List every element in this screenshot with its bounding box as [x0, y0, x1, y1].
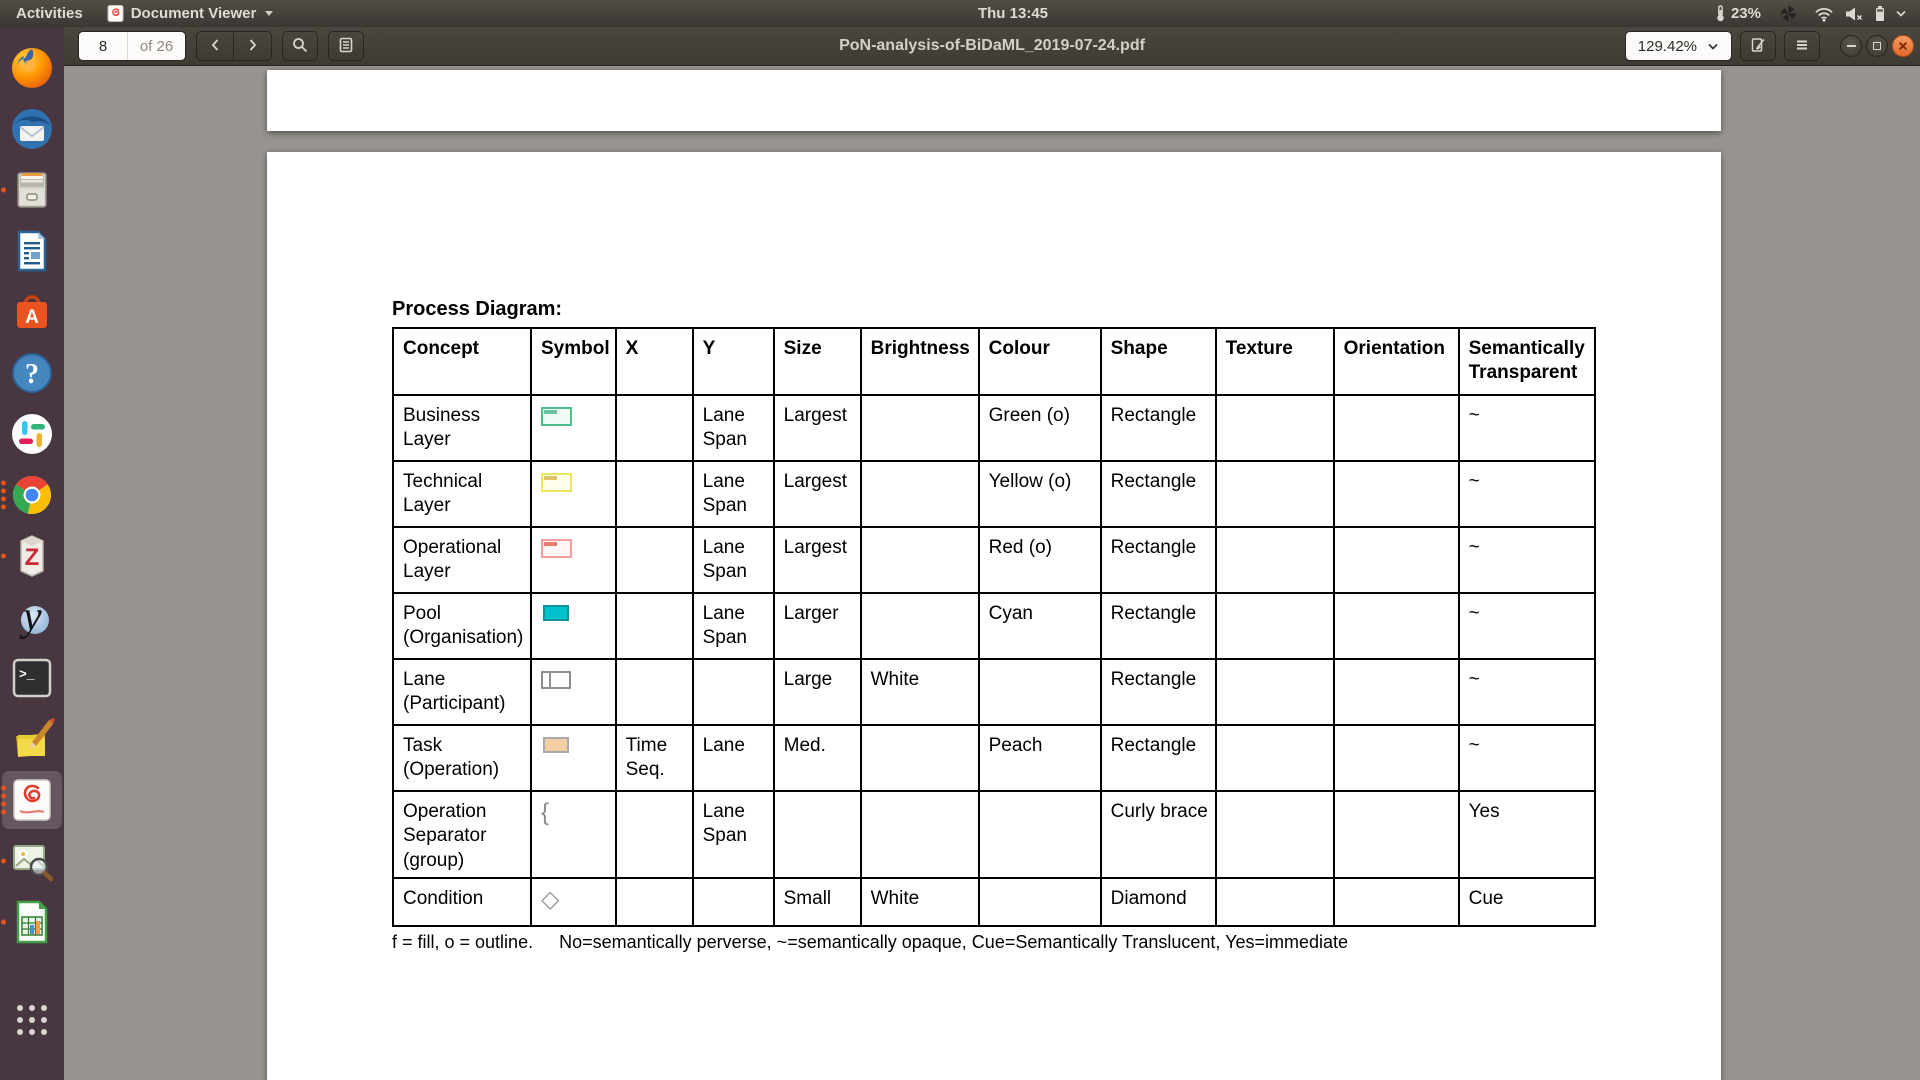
cell-shape: Rectangle — [1101, 461, 1216, 527]
page-number-input[interactable] — [79, 32, 127, 60]
cell-symbol — [531, 593, 616, 659]
cell-concept: Business Layer — [393, 395, 531, 461]
ubuntu-software-icon — [8, 288, 56, 336]
table-row — [393, 659, 1595, 725]
terminal-icon — [8, 654, 56, 702]
cell-brightness — [861, 395, 979, 461]
section-heading: Process Diagram: — [392, 298, 563, 320]
cell-orientation — [1334, 791, 1459, 878]
firefox-icon — [8, 44, 56, 92]
thermometer-icon — [1715, 5, 1726, 22]
cell-orientation — [1334, 527, 1459, 593]
cell-semantically_transparent: ~ — [1459, 461, 1595, 527]
page-number-widget — [78, 31, 186, 61]
document-viewer-icon — [8, 776, 56, 824]
cell-brightness — [861, 791, 979, 878]
cell-brightness: White — [861, 659, 979, 725]
cell-shape: Rectangle — [1101, 725, 1216, 791]
system-status-area[interactable] — [1715, 0, 1906, 27]
maximize-button[interactable] — [1866, 35, 1888, 57]
menu-button[interactable] — [1784, 31, 1820, 61]
cell-brightness — [861, 593, 979, 659]
chevron-down-icon — [1896, 10, 1906, 17]
close-icon — [1898, 41, 1908, 51]
cell-concept: Technical Layer — [393, 461, 531, 527]
cell-semantically_transparent: Cue — [1459, 878, 1595, 926]
cell-semantically_transparent: ~ — [1459, 527, 1595, 593]
symbol-swatch — [541, 539, 572, 558]
zotero-icon — [8, 532, 56, 580]
footnote-key: f = fill, o = outline. — [392, 932, 534, 952]
evince-header-bar — [64, 27, 1920, 66]
cell-y: Lane Span — [693, 527, 774, 593]
search-button[interactable] — [282, 31, 318, 61]
annotation-icon — [1750, 37, 1766, 56]
cell-shape: Diamond — [1101, 878, 1216, 926]
cell-concept: Operational Layer — [393, 527, 531, 593]
symbol-swatch — [541, 473, 572, 492]
table-row — [393, 461, 1595, 527]
cell-symbol — [531, 725, 616, 791]
cell-size: Largest — [774, 395, 861, 461]
cell-symbol — [531, 461, 616, 527]
dock-item-files[interactable] — [8, 166, 56, 214]
table-row — [393, 593, 1595, 659]
next-page-button[interactable] — [234, 31, 272, 61]
column-header: Symbol — [531, 328, 616, 395]
cell-size: Small — [774, 878, 861, 926]
symbol-glyph: { — [541, 799, 550, 826]
cell-shape: Rectangle — [1101, 395, 1216, 461]
cell-texture — [1216, 593, 1334, 659]
cell-brightness — [861, 527, 979, 593]
svg-text:y: y — [23, 594, 42, 640]
cell-semantically_transparent: ~ — [1459, 395, 1595, 461]
cell-shape: Rectangle — [1101, 593, 1216, 659]
column-header: X — [616, 328, 693, 395]
running-indicator — [1, 554, 6, 559]
cell-y — [693, 878, 774, 926]
chevron-left-icon — [210, 38, 220, 55]
pinwheel-indicator-icon — [1779, 4, 1798, 23]
close-button[interactable] — [1892, 35, 1914, 57]
chrome-icon — [8, 471, 56, 519]
cell-orientation — [1334, 725, 1459, 791]
symbol-swatch — [541, 407, 572, 426]
cell-shape: Curly brace — [1101, 791, 1216, 878]
clock[interactable] — [948, 0, 1078, 27]
side-pane-icon — [338, 37, 354, 56]
maximize-icon — [1873, 42, 1881, 50]
cell-x: Time Seq. — [616, 725, 693, 791]
cell-semantically_transparent: ~ — [1459, 659, 1595, 725]
chevron-right-icon — [248, 38, 258, 55]
svg-text:Z: Z — [24, 544, 40, 571]
battery-icon — [1874, 5, 1886, 22]
cell-symbol — [531, 527, 616, 593]
running-indicator — [1, 859, 6, 864]
dock-item-image-viewer[interactable] — [8, 837, 56, 885]
dock-item-show-applications[interactable] — [8, 996, 56, 1044]
running-indicator — [1, 481, 6, 510]
cell-symbol — [531, 395, 616, 461]
minimize-button[interactable] — [1840, 35, 1862, 57]
thunderbird-icon — [8, 105, 56, 153]
page-7-bottom — [267, 70, 1721, 131]
activities-button[interactable] — [0, 0, 95, 27]
column-header: Orientation — [1334, 328, 1459, 395]
previous-page-button[interactable] — [196, 31, 234, 61]
cell-texture — [1216, 461, 1334, 527]
dock-item-chrome[interactable] — [8, 471, 56, 519]
dock-item-thunderbird[interactable] — [8, 105, 56, 153]
activities-label: Activities — [16, 5, 83, 22]
hamburger-menu-icon — [1794, 37, 1810, 56]
yed-icon — [8, 593, 56, 641]
footnote-legend: No=semantically perverse, ~=semantically opaque, Cue=Semantically Translucent, Yes=immediate — [559, 932, 1349, 952]
cell-y: Lane Span — [693, 461, 774, 527]
annotations-button[interactable] — [1740, 31, 1776, 61]
cell-orientation — [1334, 659, 1459, 725]
cell-orientation — [1334, 395, 1459, 461]
side-pane-button[interactable] — [328, 31, 364, 61]
cell-colour: Peach — [979, 725, 1101, 791]
zoom-level-value: 129.42% — [1637, 37, 1697, 55]
symbol-glyph: ◇ — [541, 886, 560, 913]
cell-x — [616, 593, 693, 659]
cell-y: Lane — [693, 725, 774, 791]
cell-brightness — [861, 725, 979, 791]
cell-x — [616, 461, 693, 527]
cell-size: Largest — [774, 527, 861, 593]
page-nav-group — [196, 31, 272, 61]
show-applications-icon — [8, 996, 56, 1044]
dock — [0, 27, 64, 1080]
libreoffice-writer-icon — [8, 227, 56, 275]
cell-texture — [1216, 878, 1334, 926]
running-indicator — [1, 188, 6, 193]
cell-symbol — [531, 878, 616, 926]
cell-symbol — [531, 791, 616, 878]
cell-texture — [1216, 527, 1334, 593]
cell-x — [616, 659, 693, 725]
wifi-icon — [1814, 6, 1834, 22]
cell-texture — [1216, 791, 1334, 878]
help-icon — [8, 349, 56, 397]
cell-concept: Condition — [393, 878, 531, 926]
table-header-row — [393, 328, 1595, 395]
cell-semantically_transparent: ~ — [1459, 725, 1595, 791]
libreoffice-calc-icon — [8, 898, 56, 946]
running-indicator — [1, 786, 6, 815]
dock-item-ubuntu-software[interactable] — [8, 288, 56, 336]
app-menu-button[interactable] — [95, 0, 286, 27]
cell-size: Med. — [774, 725, 861, 791]
cell-symbol — [531, 659, 616, 725]
column-header: Semantically Transparent — [1459, 328, 1595, 395]
cell-colour — [979, 659, 1101, 725]
dock-item-libreoffice-calc[interactable] — [8, 898, 56, 946]
dock-item-slack[interactable] — [8, 410, 56, 458]
cell-shape: Rectangle — [1101, 659, 1216, 725]
slack-icon — [8, 410, 56, 458]
cell-colour: Red (o) — [979, 527, 1101, 593]
sticky-notes-icon — [8, 715, 56, 763]
symbol-swatch — [543, 737, 569, 753]
search-icon — [292, 37, 308, 56]
svg-text:A: A — [25, 307, 39, 328]
cell-orientation — [1334, 593, 1459, 659]
top-bar — [0, 0, 1920, 27]
cell-texture — [1216, 725, 1334, 791]
dock-item-terminal[interactable] — [8, 654, 56, 702]
table-row — [393, 527, 1595, 593]
volume-muted-icon — [1844, 6, 1864, 22]
column-header: Colour — [979, 328, 1101, 395]
document-viewer-icon — [107, 5, 124, 22]
cell-x — [616, 878, 693, 926]
document-title: PoN-analysis-of-BiDaML_2019-07-24.pdf — [839, 37, 1145, 54]
table-row — [393, 395, 1595, 461]
app-menu-label: Document Viewer — [130, 5, 257, 22]
cell-x — [616, 395, 693, 461]
cell-semantically_transparent: ~ — [1459, 593, 1595, 659]
cell-size: Large — [774, 659, 861, 725]
column-header: Shape — [1101, 328, 1216, 395]
cell-size: Larger — [774, 593, 861, 659]
clock-label: Thu 13:45 — [977, 5, 1049, 22]
table-row — [393, 878, 1595, 926]
dock-item-document-viewer[interactable] — [8, 776, 56, 824]
cell-y: Lane Span — [693, 395, 774, 461]
running-indicator — [1, 920, 6, 925]
zoom-caret-icon — [1707, 38, 1719, 55]
cell-colour: Yellow (o) — [979, 461, 1101, 527]
dock-item-sticky-notes[interactable] — [8, 715, 56, 763]
dock-item-firefox[interactable] — [8, 44, 56, 92]
image-viewer-icon — [8, 837, 56, 885]
cell-concept: Pool (Organisation) — [393, 593, 531, 659]
page-8 — [267, 152, 1721, 1080]
process-table — [392, 327, 1596, 927]
cell-y: Lane Span — [693, 593, 774, 659]
dock-item-libreoffice-writer[interactable] — [8, 227, 56, 275]
svg-text:?: ? — [25, 359, 39, 390]
cell-x — [616, 791, 693, 878]
cell-orientation — [1334, 878, 1459, 926]
cell-semantically_transparent: Yes — [1459, 791, 1595, 878]
window-controls — [1840, 35, 1914, 57]
cell-concept: Operation Separator (group) — [393, 791, 531, 878]
column-header: Texture — [1216, 328, 1334, 395]
cell-x — [616, 527, 693, 593]
cell-concept: Lane (Participant) — [393, 659, 531, 725]
app-menu-caret-icon — [265, 11, 273, 16]
cell-shape: Rectangle — [1101, 527, 1216, 593]
cell-texture — [1216, 395, 1334, 461]
cell-brightness — [861, 461, 979, 527]
cell-size — [774, 791, 861, 878]
files-icon — [8, 166, 56, 214]
zoom-level-select[interactable] — [1625, 31, 1732, 61]
temperature-label: 23% — [1730, 5, 1761, 22]
document-canvas[interactable] — [64, 66, 1920, 1080]
cell-concept: Task (Operation) — [393, 725, 531, 791]
cell-size: Largest — [774, 461, 861, 527]
cell-colour — [979, 878, 1101, 926]
cell-y: Lane Span — [693, 791, 774, 878]
column-header: Y — [693, 328, 774, 395]
svg-text:>_: >_ — [19, 667, 35, 682]
cell-brightness: White — [861, 878, 979, 926]
cell-colour — [979, 791, 1101, 878]
cell-colour: Cyan — [979, 593, 1101, 659]
cell-orientation — [1334, 461, 1459, 527]
minimize-icon — [1847, 45, 1856, 47]
cell-colour: Green (o) — [979, 395, 1101, 461]
dock-item-help[interactable] — [8, 349, 56, 397]
column-header: Concept — [393, 328, 531, 395]
column-header: Brightness — [861, 328, 979, 395]
column-header: Size — [774, 328, 861, 395]
dock-item-zotero[interactable] — [8, 532, 56, 580]
table-row — [393, 725, 1595, 791]
cell-y — [693, 659, 774, 725]
symbol-swatch — [543, 605, 569, 621]
symbol-swatch — [541, 671, 571, 689]
page-count-label: of 26 — [127, 32, 185, 60]
dock-item-yed[interactable] — [8, 593, 56, 641]
table-footnote — [392, 932, 1348, 953]
table-row — [393, 791, 1595, 878]
cell-texture — [1216, 659, 1334, 725]
